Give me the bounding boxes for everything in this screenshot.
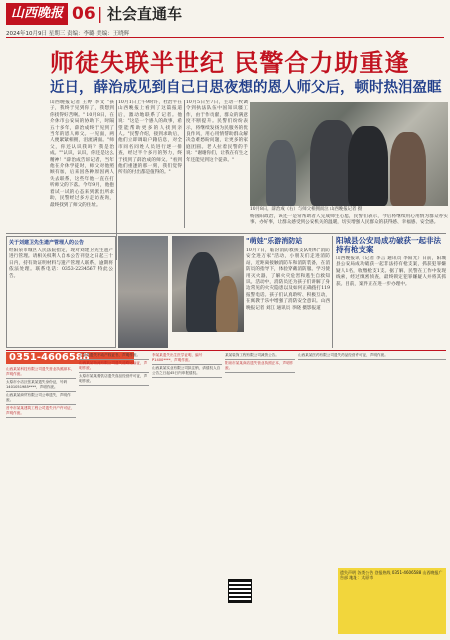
masthead-separator: | <box>97 4 103 23</box>
classified-cell: 山西某某医药有限公司遗失药品经营许可证，声明作废。 <box>298 352 446 360</box>
masthead-rule <box>6 37 444 38</box>
subheadline: 近日，薛治成见到自己日思夜想的恩人师父后，顿时热泪盈眶 <box>50 80 442 96</box>
firefighting-story <box>246 236 330 348</box>
classified-column-1 <box>6 366 76 636</box>
masthead <box>6 3 446 29</box>
lead-article-col4: 杨国阳政治，该还一是常帮助者人完成师生心愿，民警们表示，今后将继续用心用情为群众办实事、办好事，让群众感受到公安机关的温暖，切实增强人民群众的获得感、幸福感、安全感。 <box>250 214 448 226</box>
classified-ad-box: 遗失声明 各类公告 登报热线 0351-4606588 山西晚报广告部 地址：太原市 <box>338 568 446 634</box>
classified-cell: 山西某某商贸有限公司公章遗失，声明作废。 <box>6 392 76 405</box>
column-divider <box>184 100 185 228</box>
classified-column-5 <box>298 352 446 564</box>
classified-phone-banner: 0351-4606588 <box>6 352 134 364</box>
firefighting-text: 10月7日，临汾消防救援支队组织"消防安全进万家"活动，小朋友们走进消防站，近距离接触消防车和消防装备，在消防员的指导下，体验穿戴消防服、学习使用灭火器，了解火灾危害和逃生自救知识。活动中，消防员还为孩子们讲解了身边常见的火灾隐患以及如何正确拨打119报警电话。孩子们认真聆听、积极互动，在寓教于乐中增强了消防安全意识。山西晚报记者 刘江 通讯员 李晓 摄影报道 <box>246 248 330 311</box>
photo-figure <box>186 252 220 332</box>
reunion-photo <box>250 102 448 206</box>
column-divider <box>332 236 333 348</box>
classified-cell: 太原市小店区张某某遗失身份证，号码1401051985****，声明作废。 <box>6 379 76 392</box>
classified-cell: 阳泉市某某商店遗失营业执照正本，声明作废。 <box>225 360 295 373</box>
classified-cell: 王某某遗失不动产权证书，声明作废。 <box>79 352 149 360</box>
firefighting-title: "萌娃"乐游消防站 <box>246 237 303 245</box>
photo-figure <box>390 132 426 206</box>
newspaper-logo: 山西晚报 <box>6 3 68 25</box>
qr-code-icon <box>228 579 252 603</box>
photo-caption: 10月8日，薛治成（右）与师父相拥而泣 山西晚报记者 摄 <box>250 207 363 212</box>
classified-cell: 李某某遗失出生医学证明，编号P1400****，声明作废。 <box>152 352 222 365</box>
firefighting-photo <box>118 236 168 348</box>
classified-cell: 太原市某某餐饮店遗失食品经营许可证，声明作废。 <box>79 373 149 386</box>
column-divider <box>116 100 117 260</box>
classified-cell: 某某装饰工程有限公司减资公告。 <box>225 352 295 360</box>
classified-column-2 <box>79 352 149 636</box>
section-divider <box>6 233 446 234</box>
police-story <box>336 236 446 348</box>
police-text: 山西晚报讯（记者 李言 通讯员 李阳光）日前，阳城县公安局成功破获一起非法持有枪支案，抓获犯罪嫌疑人1名，收缴枪支1支。据了解，民警在工作中发现线索，经过缜密侦查，最终锁定犯罪嫌疑人并将其抓获。目前，案件正在进一步办理中。 <box>336 256 446 287</box>
classified-cell: 山西某某科技有限公司遗失营业执照副本，声明作废。 <box>6 366 76 379</box>
firefighter-photo <box>172 236 244 332</box>
dateline: 2024年10月9日 星期三 责编：李璐 美编：王晓辉 <box>6 31 130 37</box>
notice-box <box>6 236 116 348</box>
classified-cell: 晋中市某某建筑工程公司遗失开户许可证，声明作废。 <box>6 405 76 418</box>
classified-cell: 山西某某实业有限公司拟注销，请债权人自公告之日起45日内申报债权。 <box>152 365 222 378</box>
lead-article-col3: 10月5日至7日，主动一枚调令到执法队伍中国知识疆工作，由于作贡献，群众的满意度不断提升。民警们纷纷表示，将继续发扬为民服务的优良作风，用心用情帮助群众解决急难愁盼问题，让更多的家庭团圆。老人拉着民警的手说："谢谢你们，让我在有生之年还能见到这个徒弟。" <box>186 100 248 163</box>
headline: 师徒失联半世纪 民警合力助重逢 <box>50 49 410 77</box>
page-number: 06 <box>72 4 96 24</box>
classified-column-3 <box>152 352 222 636</box>
section-name: 社会直通车 <box>107 5 183 23</box>
lead-article-col1: 山西晚报记者 王婷 李文 "孩子，我终于见到你了，我想到你找得好苦啊。" 10月8日，在介休市公安局的协助下，时隔五十多年，薛治成终于见到了当年的恩人师父。一见面，两人便紧紧相拥，泪流满面。"师父，你还认识我吗？我是治成。""认识，认识，你还是这么精神！"薛治成告诉记者，当年他在介休学徒时，师父对他照顾有加，后来因各种原因两人失去联系，这些年他一直在打听师父的下落。今年9月，他抱着试一试的心态来到派出所求助，民警经过多方走访查询，最终找到了师父的住址。 <box>50 100 114 208</box>
lead-article-col2: 10月1日上午9时许，杜治平在山西晚报上看到了这篇报道后，激动地联系了记者。他说："这是一个感人的故事，希望能帮助更多的人找到亲人。"民警介绍，接到求助后，他们立即调取户籍信息，对全市同名同姓人员进行逐一排查，经过半个多月的努力，终于找到了薛治成的师父。"看到他们重逢的那一刻，我们觉得所有的付出都是值得的。" <box>118 100 182 176</box>
photo-figure <box>266 140 296 206</box>
notice-title: 关于刘建卫先生遗产管理人的公告 <box>9 240 85 246</box>
photo-figure <box>348 126 388 206</box>
classifieds-rule <box>6 350 446 351</box>
classified-cell: 山西某某物流有限公司遗失道路运输证，声明作废。 <box>79 360 149 373</box>
classified-column-4 <box>225 352 295 574</box>
photo-figure <box>216 276 238 332</box>
notice-text: 经阳泉市城区人民法院指定，现对刘建卫先生遗产进行管理。请相关权利人自本公告刊登之日起三十日内，持有效证明材料与遗产管理人联系，逾期将依法处理。联系电话：0353-2234567 特此公告。 <box>9 248 113 279</box>
police-title: 阳城县公安局成功破获一起非法持有枪支案 <box>336 236 441 254</box>
